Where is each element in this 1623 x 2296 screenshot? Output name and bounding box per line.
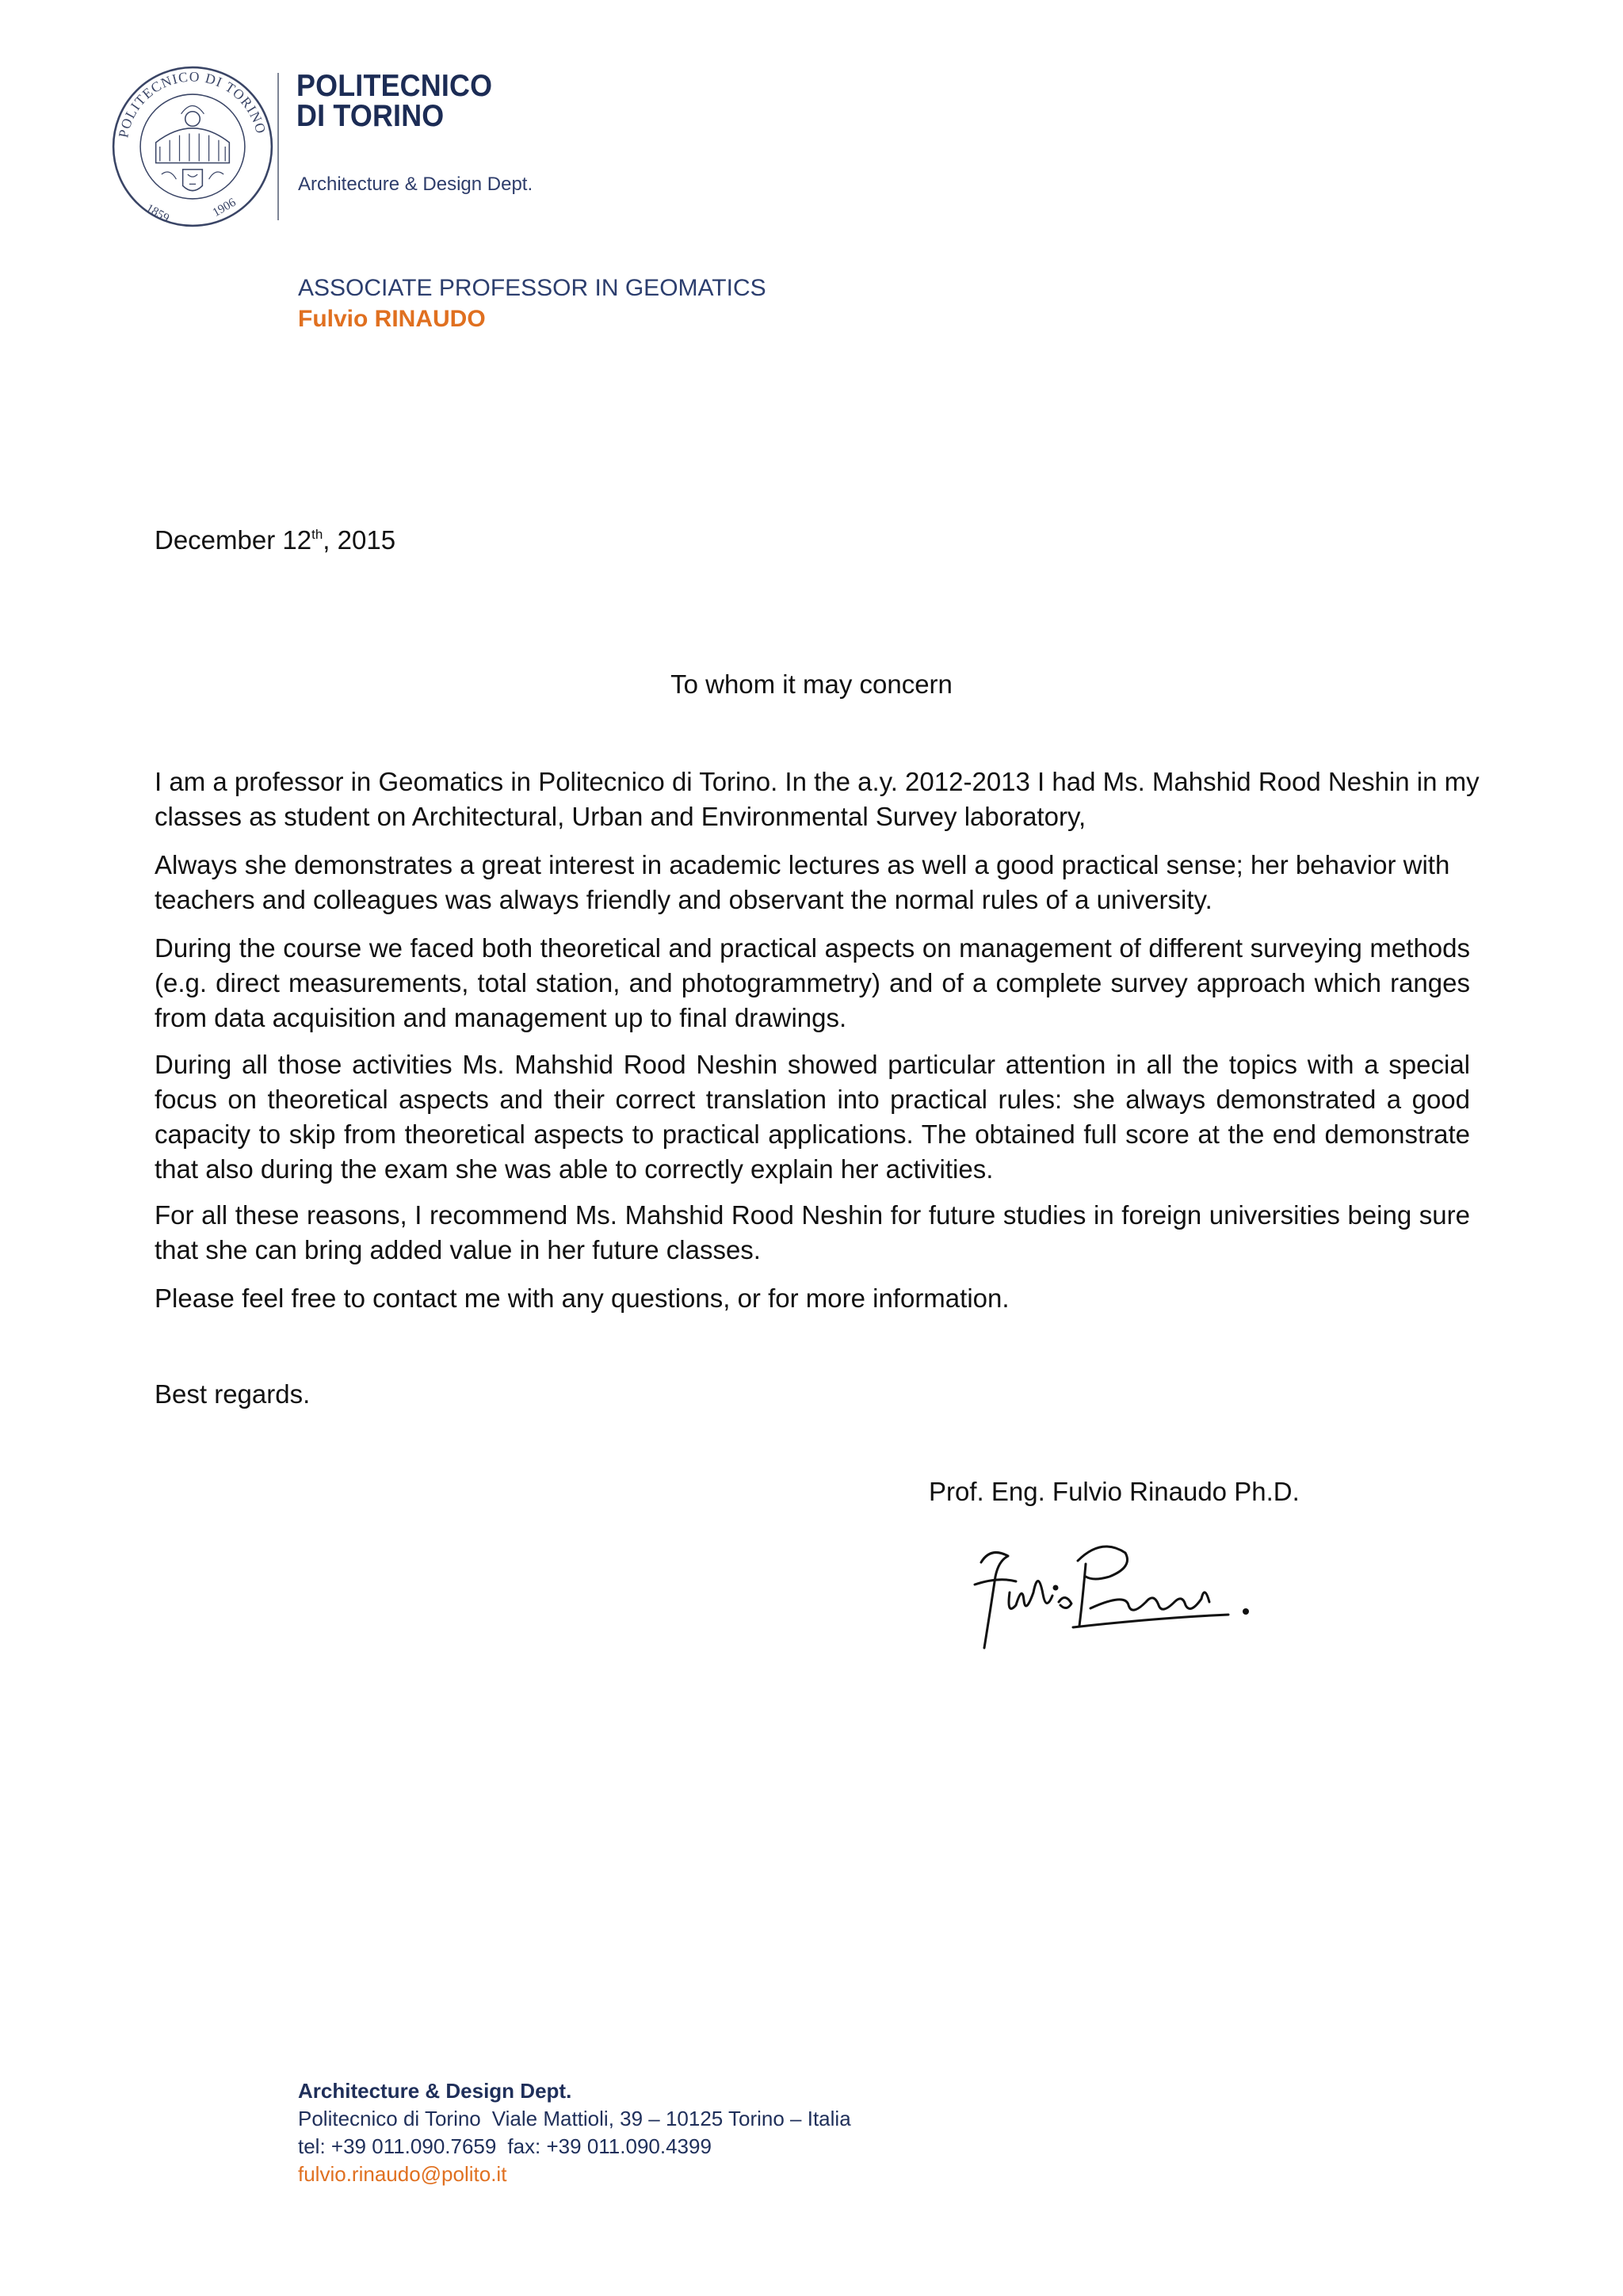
footer-fax: fax: +39 011.090.4399 [507, 2134, 712, 2158]
svg-text:POLITECNICO DI TORINO: POLITECNICO DI TORINO [115, 68, 269, 139]
footer-institution: Politecnico di Torino [298, 2107, 481, 2130]
letter-date: December 12th, 2015 [155, 525, 396, 555]
footer-phone [298, 2133, 712, 2161]
paragraph-5: For all these reasons, I recommend Ms. Mahshid Rood Neshin for future studies in foreign universities being sure that she can bring added value in her future classes. [155, 1200, 1470, 1264]
handwritten-signature [967, 1529, 1268, 1664]
footer-street: Viale Mattioli, 39 – 10125 Torino – Italia [491, 2107, 851, 2130]
paragraph-3: During the course we faced both theoretical and practical aspects on management of different surveying methods (e.g. direct measurements, total station, and photogrammetry) and of a complete survey approach which ranges from data acquisition and management up to final drawings. [155, 933, 1470, 1032]
paragraph-1: I am a professor in Geomatics in Politecnico di Torino. In the a.y. 2012-2013 I had Ms. Mahshid Rood Neshin in my classes as student on Architectural, Urban and Environmental Survey laboratory, [155, 767, 1480, 831]
header-department: Architecture & Design Dept. [298, 174, 533, 195]
svg-text:1906: 1906 [210, 195, 239, 220]
footer-tel: tel: +39 011.090.7659 [298, 2134, 497, 2158]
author-title: ASSOCIATE PROFESSOR IN GEOMATICS [298, 275, 766, 301]
svg-text:1859: 1859 [143, 201, 172, 226]
university-seal-logo [111, 65, 274, 228]
closing: Best regards. [155, 1379, 311, 1409]
header-divider [277, 73, 279, 220]
paragraph-2: Always she demonstrates a great interest in academic lectures as well a good practical sense; her behavior with teachers and colleagues was always friendly and observant the normal rules of a university. [155, 850, 1450, 914]
paragraph-6: Please feel free to contact me with any questions, or for more information. [155, 1283, 1010, 1313]
footer-department: Architecture & Design Dept. [298, 2079, 572, 2103]
footer-email-link[interactable]: fulvio.rinaudo@polito.it [298, 2162, 507, 2186]
signer-name: Prof. Eng. Fulvio Rinaudo Ph.D. [929, 1477, 1300, 1506]
paragraph-4: During all those activities Ms. Mahshid Rood Neshin showed particular attention in all the topics with a special focus on theoretical aspects and their correct translation into practical rules: she always demonstrated a good capacity to skip from theoretical aspects to practical applications. The obtained full score at the end demonstrate that also during the exam she was able to correctly explain her activities. [155, 1050, 1470, 1184]
university-name-line2: DI TORINO [296, 99, 445, 133]
footer-address [298, 2105, 851, 2133]
university-name-line1: POLITECNICO [296, 69, 493, 103]
salutation: To whom it may concern [670, 669, 953, 699]
author-name: Fulvio RINAUDO [298, 306, 486, 332]
